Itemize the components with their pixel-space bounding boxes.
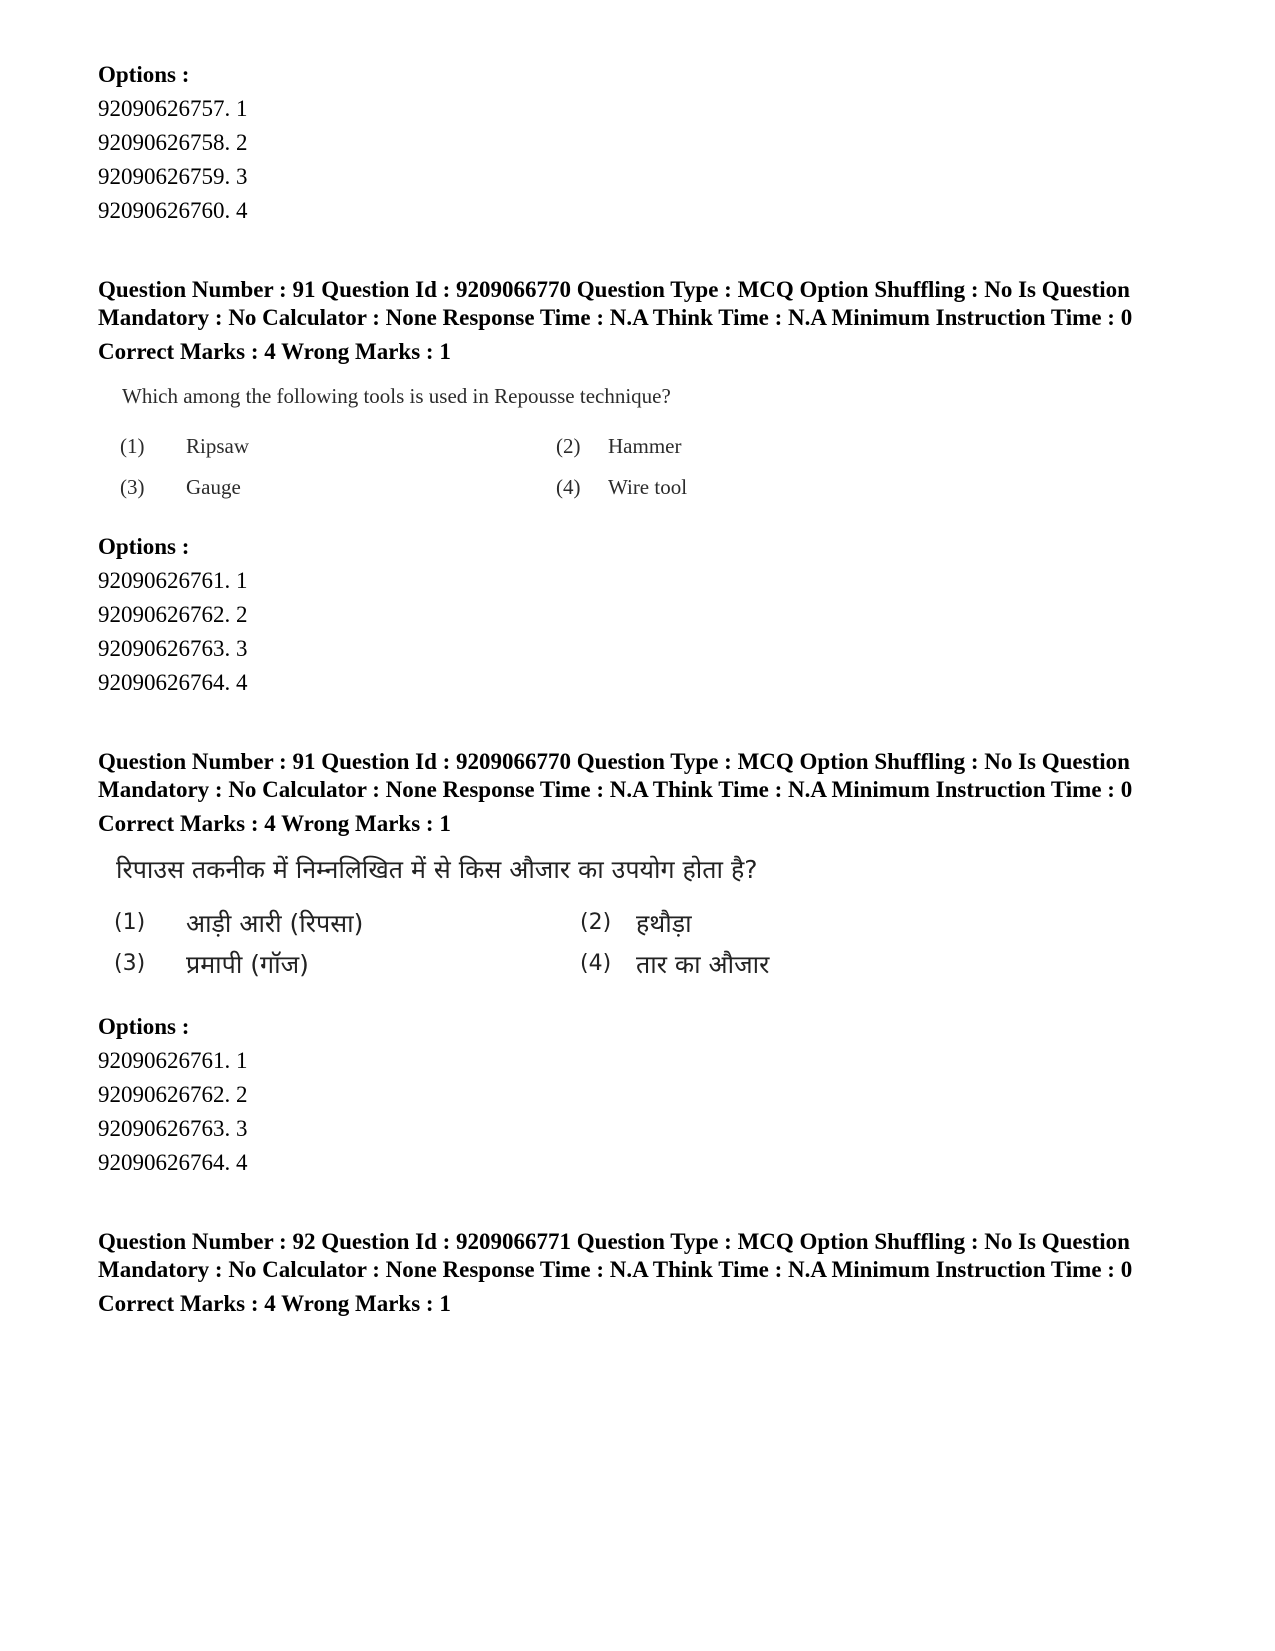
question-image-hindi: [98, 838, 918, 1010]
option-line: 92090626758. 2: [98, 130, 248, 155]
choice-number: (4): [556, 475, 581, 499]
question-header: Question Number : 92 Question Id : 9209066771 Question Type : MCQ Option Shuffling : No Is Question Mandatory : No Calculator : None Response Time : N.A Think Time : N.A Minimum Instruction Time : 0: [98, 1229, 1133, 1282]
option-line: 92090626764. 4: [98, 670, 248, 695]
choice-number: (1): [120, 434, 145, 458]
choice-number: (2): [580, 910, 612, 935]
option-line: 92090626759. 3: [98, 164, 248, 189]
options-label: Options :: [98, 62, 190, 87]
option-line: 92090626761. 1: [98, 1048, 248, 1073]
choice-number: (3): [120, 475, 145, 499]
option-line: 92090626762. 2: [98, 602, 248, 627]
choice-text: Hammer: [608, 434, 682, 458]
choice-text: हथौड़ा: [636, 909, 692, 938]
option-line: 92090626762. 2: [98, 1082, 248, 1107]
option-line: 92090626763. 3: [98, 636, 248, 661]
question-marks: Correct Marks : 4 Wrong Marks : 1: [98, 811, 451, 836]
options-label: Options :: [98, 534, 190, 559]
choice-text: Ripsaw: [186, 434, 249, 458]
option-line: 92090626760. 4: [98, 198, 248, 223]
document-page: [98, 58, 1188, 1318]
options-label: Options :: [98, 1014, 190, 1039]
choice-text: आड़ी आरी (रिपसा): [186, 909, 364, 938]
choice-number: (2): [556, 434, 581, 458]
option-line: 92090626761. 1: [98, 568, 248, 593]
choice-text: Wire tool: [608, 475, 688, 499]
choice-text: प्रमापी (गॉज): [186, 950, 309, 979]
option-line: 92090626764. 4: [98, 1150, 248, 1175]
choice-number: (4): [580, 951, 612, 976]
option-line: 92090626757. 1: [98, 96, 248, 121]
question-marks: Correct Marks : 4 Wrong Marks : 1: [98, 339, 451, 364]
options-block-prev: [98, 58, 1188, 228]
question-stem: Which among the following tools is used in Repousse technique?: [122, 384, 671, 408]
choice-number: (3): [114, 951, 146, 976]
question-header: Question Number : 91 Question Id : 9209066770 Question Type : MCQ Option Shuffling : No Is Question Mandatory : No Calculator : None Response Time : N.A Think Time : N.A Minimum Instruction Time : 0: [98, 749, 1133, 802]
question-marks: Correct Marks : 4 Wrong Marks : 1: [98, 1291, 451, 1316]
choice-text: तार का औजार: [636, 950, 770, 979]
options-block: [98, 1010, 1188, 1180]
question-image-english: [98, 366, 918, 530]
question-header: Question Number : 91 Question Id : 9209066770 Question Type : MCQ Option Shuffling : No Is Question Mandatory : No Calculator : None Response Time : N.A Think Time : N.A Minimum Instruction Time : 0: [98, 277, 1133, 330]
options-block: [98, 530, 1188, 700]
choice-number: (1): [114, 910, 146, 935]
option-line: 92090626763. 3: [98, 1116, 248, 1141]
choice-text: Gauge: [186, 475, 241, 499]
question-stem: रिपाउस तकनीक में निम्नलिखित में से किस औजार का उपयोग होता है?: [116, 855, 758, 884]
